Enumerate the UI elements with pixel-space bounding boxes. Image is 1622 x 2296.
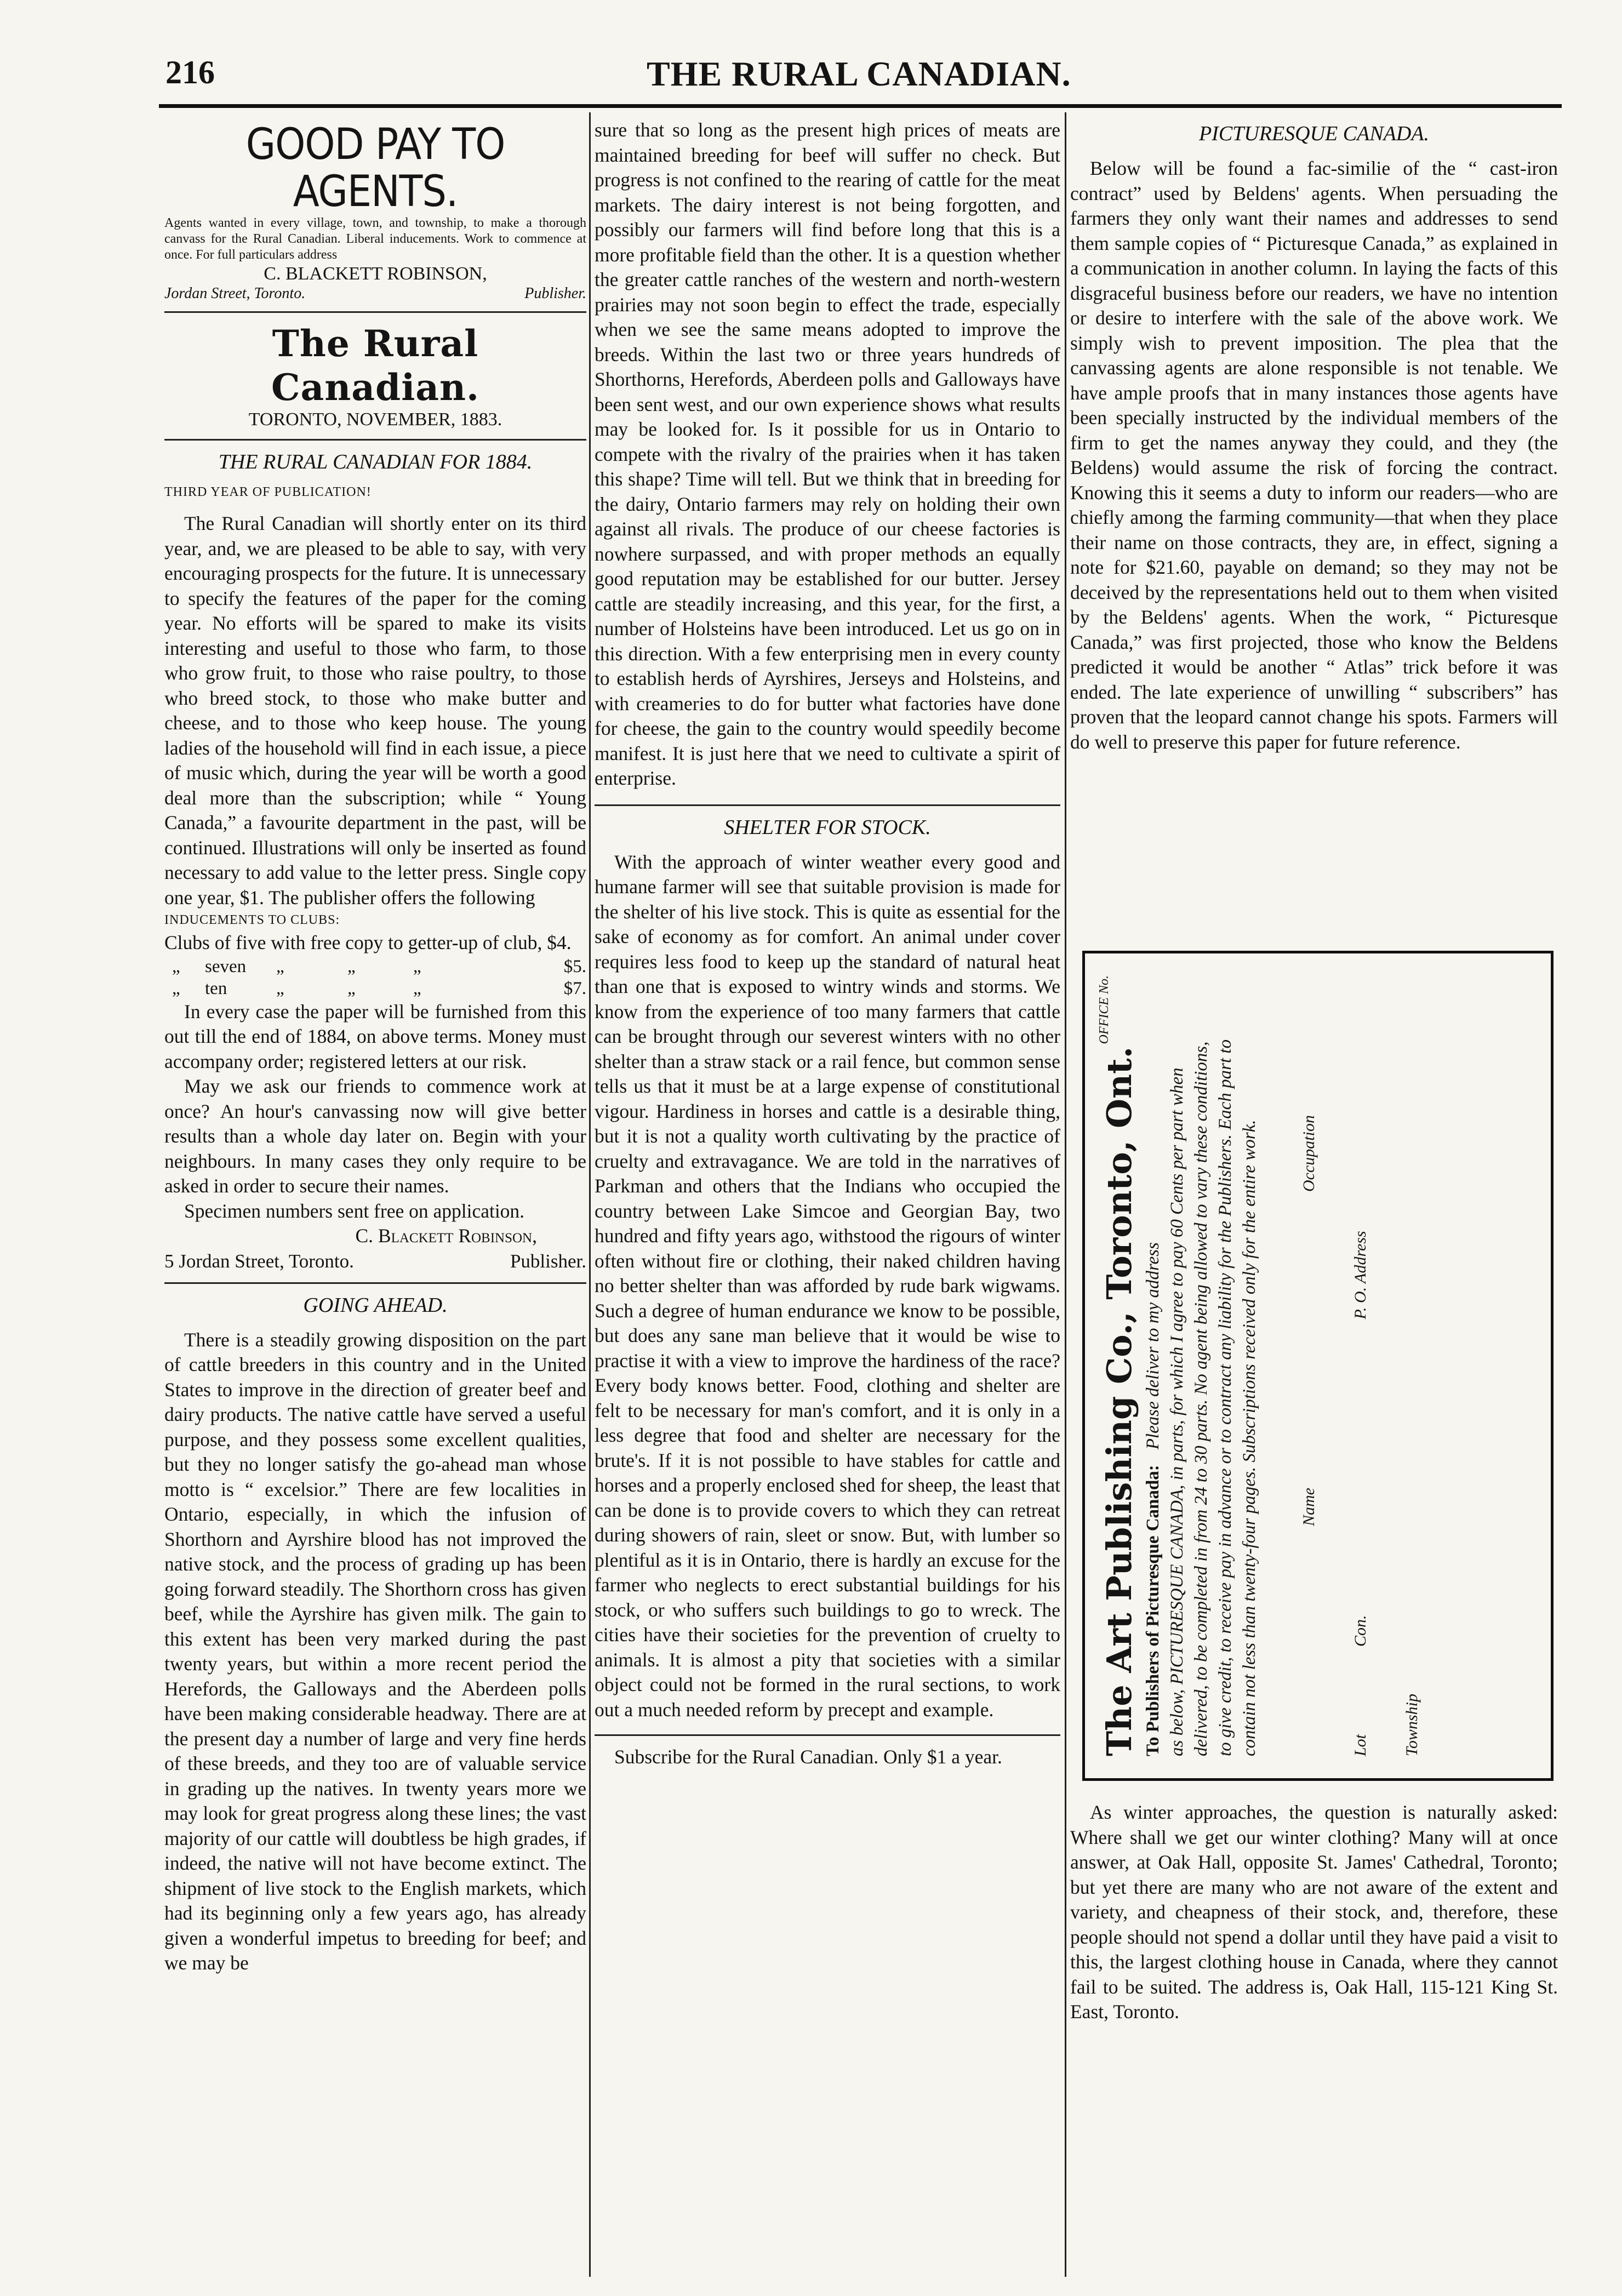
ad-title: GOOD PAY TO AGENTS.: [245, 120, 505, 216]
divider: [164, 439, 586, 441]
clubs-cell: „: [413, 956, 421, 976]
paragraph: Specimen numbers sent free on application.: [184, 1200, 525, 1222]
contract-con-field: Con.: [1351, 1615, 1369, 1647]
contract-po-field: P. O. Address: [1351, 1231, 1369, 1320]
ad-address: [164, 285, 586, 302]
article-title: GOING AHEAD.: [303, 1293, 448, 1317]
contract-office-label: OFFICE No.: [1097, 975, 1111, 1044]
masthead: The Rural Canadian.: [271, 322, 479, 409]
paragraph: The Rural Canadian will shortly enter on its third year, and, we are pleased to be able to say, with very encouraging prospects for the future. It is unnecessary to specify the features of the paper for the coming year. No efforts will be spared to make its visits interesting and useful to those who farm, to those who grow fruit, to those who raise poultry, to those who breed stock, to those who make butter and cheese, and to those who keep house. The young ladies of the household will find in each issue, a piece of music which, during the year will be worth a good deal more than the subscription; while “ Young Canada,” a favourite department in the past, will be continued. Illustrations will only be inserted as found necessary to add value to the letter press. Single copy one year, $1. The publisher offers the following: [164, 512, 586, 909]
dateline: TORONTO, NOVEMBER, 1883.: [248, 409, 502, 430]
paragraph: Below will be found a fac-similie of the “ cast-iron contract” used by Beldens' agents. When persuading the farmers they only want their names and addresses to send them sample copies of “ Picturesque Canada,” as explained in a communication in another column. In laying the facts of this disgraceful business before our readers, we have no intention or desire to interfere with the sale of the above work. We simply wish to prevent imposition. The plea that the canvassing agents are alone responsible is not tenable. We have ample proofs that in many instances those agents have been specially instructed by the individual members of the firm to get the names anyway they could, and they (the Beldens) would assume the risk of forcing the contract. Knowing this it seems a duty to inform our readers—who are chiefly among the farming community—that when they place their name on those contracts, they are, in effect, signing a note for $21.60, payable on demand; so they may not be deceived by the representations held out to them when visited by the Beldens' agents. When the work, “ Picturesque Canada,” was first projected, those who know the Beldens predicted it would be another “ Atlas” trick before it was ended. The late experience of unwilling “ subscribers” has proven that the leopard cannot change his spots. Farmers will do well to preserve this paper for future reference.: [1070, 157, 1558, 753]
contract-body: [1085, 953, 1551, 1778]
paragraph: As winter approaches, the question is naturally asked: Where shall we get our winter clothing? Many will at once answer, at Oak Hall, opposite St. James' Cathedral, Toronto; but yet there are many who are not aware of the extent and variety, and cheapness of their stock, and, therefore, these people should not spend a dollar until they have paid a visit to this, the largest clothing house in Canada, where they cannot fail to be suited. The address is, Oak Hall, 115-121 King St. East, Toronto.: [1070, 1801, 1558, 2023]
divider: [595, 1734, 1060, 1736]
divider: [164, 1282, 586, 1284]
article-title: PICTURESQUE CANADA.: [1198, 122, 1430, 145]
clubs-cell: „: [172, 956, 180, 976]
signature-role: Publisher.: [510, 1250, 586, 1272]
clubs-cell: ten: [205, 978, 227, 998]
paragraph: There is a steadily growing disposition on the part of cattle breeders in this country and in the United States to improve in the direction of greater beef and dairy products. The native cattle have served a useful purpose, and they possess some excellent qualities, but they no longer satisfy the go-ahead man whose motto is “ excelsior.” There are few localities in Ontario, especially, in which the infusion of Shorthorn and Ayrshire blood has not improved the native stock, and the process of grading up has been going forward steadily. The Shorthorn cross has given beef, while the Ayrshire has given milk. The gain to this extent has been very marked during the past twenty years, but within a more recent period the Herefords, the Galloways and the Aberdeen polls have been making considerable headway. There are at the present day a number of large and very fine herds of these breeds, and they too are of valuable service in grading up the natives. In twenty years more we may look for great progress along these lines; the vast majority of our cattle will doubtless be high grades, if indeed, the native will not have become extinct. The shipment of live stock to the English markets, which had its beginning only a few years ago, has already given a wonderful impetus to breeding for beef; and we may be: [164, 1328, 586, 1974]
contract-line: as below, PICTURESQUE CANADA, in parts, for which I agree to pay 60 Cents per part when: [1167, 1067, 1187, 1756]
clubs-cell: seven: [205, 956, 247, 976]
contract-to-label: To Publishers of Picturesque Canada:: [1143, 1465, 1163, 1756]
paragraph: May we ask our friends to commence work at once? An hour's canvassing now will give better results than a whole day later on. Begin with your neighbours. In many cases they only require to be asked in order to secure their names.: [164, 1075, 586, 1197]
contract-line: Please deliver to my address: [1143, 1242, 1163, 1450]
clubs-heading: INDUCEMENTS TO CLUBS:: [164, 913, 340, 927]
article-title: SHELTER FOR STOCK.: [724, 815, 931, 839]
contract-to-row: [1141, 975, 1165, 1756]
clubs-cell: „: [347, 956, 356, 976]
column-3: [1070, 118, 1558, 755]
contract-line: contain not less than twenty-four pages. Subscriptions received only for the entire work.: [1240, 1120, 1259, 1756]
column-1: [164, 118, 586, 1976]
clubs-cell: $7.: [563, 978, 586, 998]
clubs-cell: „: [347, 978, 356, 998]
clubs-cell: $5.: [563, 956, 586, 976]
signature-address: [164, 1249, 586, 1273]
contract-title: The Art Publishing Co., Toronto, Ont.: [1099, 1046, 1139, 1756]
article-title: THE RURAL CANADIAN FOR 1884.: [218, 450, 533, 473]
page-number: 216: [165, 54, 215, 90]
subscribe-line: Subscribe for the Rural Canadian. Only $1 a year.: [614, 1746, 1002, 1768]
ad-address-street: Jordan Street, Toronto.: [164, 285, 306, 302]
column-3-bottom: [1070, 1800, 1558, 2025]
column-2: [595, 118, 1060, 1770]
contract-line: to give credit, to receive pay in advance or to contract any liability for the Publishers. Each part to: [1215, 1039, 1235, 1756]
contract-lot-field: Lot: [1351, 1734, 1369, 1756]
divider: [595, 804, 1060, 806]
article-subtitle: THIRD YEAR OF PUBLICATION!: [164, 485, 372, 499]
running-head: THE RURAL CANADIAN.: [647, 54, 1071, 93]
contract-occupation-field: Occupation: [1300, 1115, 1318, 1192]
ad-address-role: Publisher.: [524, 285, 586, 302]
clubs-cell: „: [172, 978, 180, 998]
clubs-row: [164, 956, 586, 978]
column-divider-2: [1065, 112, 1066, 2277]
divider: [164, 311, 586, 313]
clubs-row: [164, 978, 586, 999]
contract-line: delivered, to be completed in from 24 to 30 parts. No agent being allowed to vary these conditions,: [1191, 1041, 1211, 1756]
contract-title-row: [1098, 975, 1141, 1756]
contract-name-field: Name: [1300, 1488, 1318, 1526]
clubs-cell: „: [276, 956, 284, 976]
contract-township-field: Township: [1403, 1694, 1421, 1756]
contract-fields-row-2: [1351, 975, 1370, 1756]
clubs-cell: „: [413, 978, 421, 998]
paragraph: With the approach of winter weather every good and humane farmer will see that suitable provision is made for the shelter of his live stock. This is quite as essential for the sake of economy as for comfort. An animal under cover requires less food to keep up the standard of natural heat than one that is exposed to wintry winds and storms. We know from the experience of too many farmers that cattle can be brought through our severest winters with no other shelter than a straw stack or a rail fence, but common sense tells us that it must be at a large expense of constitutional vigour. Hardiness in horses and cattle is a desirable thing, but it is not a quality worth cultivating by the practice of cruelty and extravagance. We are told in the narratives of Parkman and others that the Indians who occupied the country between Lake Simcoe and Georgian Bay, two hundred and fifty years ago, withstood the rigours of winter often without fire or clothing, their naked children having no better shelter than was afforded by rude bark wigwams. Such a degree of human endurance we know to be possible, but does any sane man believe that it would be wise to practise it with a view to improve the hardiness of the race? Every body knows better. Food, clothing and shelter are felt to be necessary for man's comfort, and it is only in a less degree that food and shelter are necessary for the brute's. If it is not possible to have stables for cattle and horses and a properly enclosed shed for sheep, the least that can be done is to provide covers to which they can retreat during showers of rain, sleet or snow. But, with lumber so plentiful as it is in Ontario, there is hardly an excuse for the farmer who neglects to erect substantial buildings for his stock, or who suffers such buildings to go to wreck. The cities have their societies for the prevention of cruelty to animals. It is almost a pity that societies with a similar object could not be formed in the rural sections, to work out a much needed reform by precept and example.: [595, 850, 1060, 1721]
ad-text: Agents wanted in every village, town, and township, to make a thorough canvass for the Rural Canadian. Liberal inducements. Work to commence at once. For full particulars address: [164, 216, 586, 262]
ad-publisher-name: C. BLACKETT ROBINSON,: [264, 264, 487, 284]
signature-street: 5 Jordan Street, Toronto.: [164, 1250, 354, 1272]
clubs-line: Clubs of five with free copy to getter-up of club, $4.: [164, 932, 572, 953]
signature-name: C. Blackett Robinson,: [355, 1225, 537, 1247]
paragraph: sure that so long as the present high prices of meats are maintained breeding for beef will suffer no check. But progress is not confined to the rearing of cattle for the meat markets. The dairy interest is not being forgotten, and possibly our farmers will find before long that this is a more profitable field than the other. It is a question whether the greater cattle ranches of the western and north-western prairies may not soon begin to effect the trade, especially when we see the same means adopted to improve the breeds. Within the last two or three years hundreds of Shorthorns, Herefords, Aberdeen polls and Galloways have been sent west, and our own experience shows what results may be looked for. Is it possible for us in Ontario to compete with the rivalry of the prairies when it has taken this shape? Time will tell. But we think that in breeding for the dairy, Ontario farmers may rely on holding their own against all rivals. The produce of our cheese factories is nowhere surpassed, and with proper methods an equally good reputation may be established for our butter. Jersey cattle are steadily increasing, and this year, for the first, a number of Holsteins have been introduced. Let us go on in this direction. With a few enterprising men in every county to establish herds of Ayrshires, Jerseys and Holsteins, and with creameries to do for butter what factories have done for cheese, the gain to the country would speedily become manifest. It is just here that we need to cultivate a spirit of enterprise.: [595, 119, 1060, 789]
header-rule: [159, 104, 1562, 108]
clubs-cell: „: [276, 978, 284, 998]
contract-fields-row-3: [1403, 975, 1421, 1756]
contract-facsimile: [1082, 951, 1554, 1781]
column-divider-1: [589, 112, 591, 2277]
contract-fields-row-1: [1300, 975, 1318, 1756]
paragraph: In every case the paper will be furnished from this out till the end of 1884, on above terms. Money must accompany order; registered letters at our risk.: [164, 1000, 586, 1072]
